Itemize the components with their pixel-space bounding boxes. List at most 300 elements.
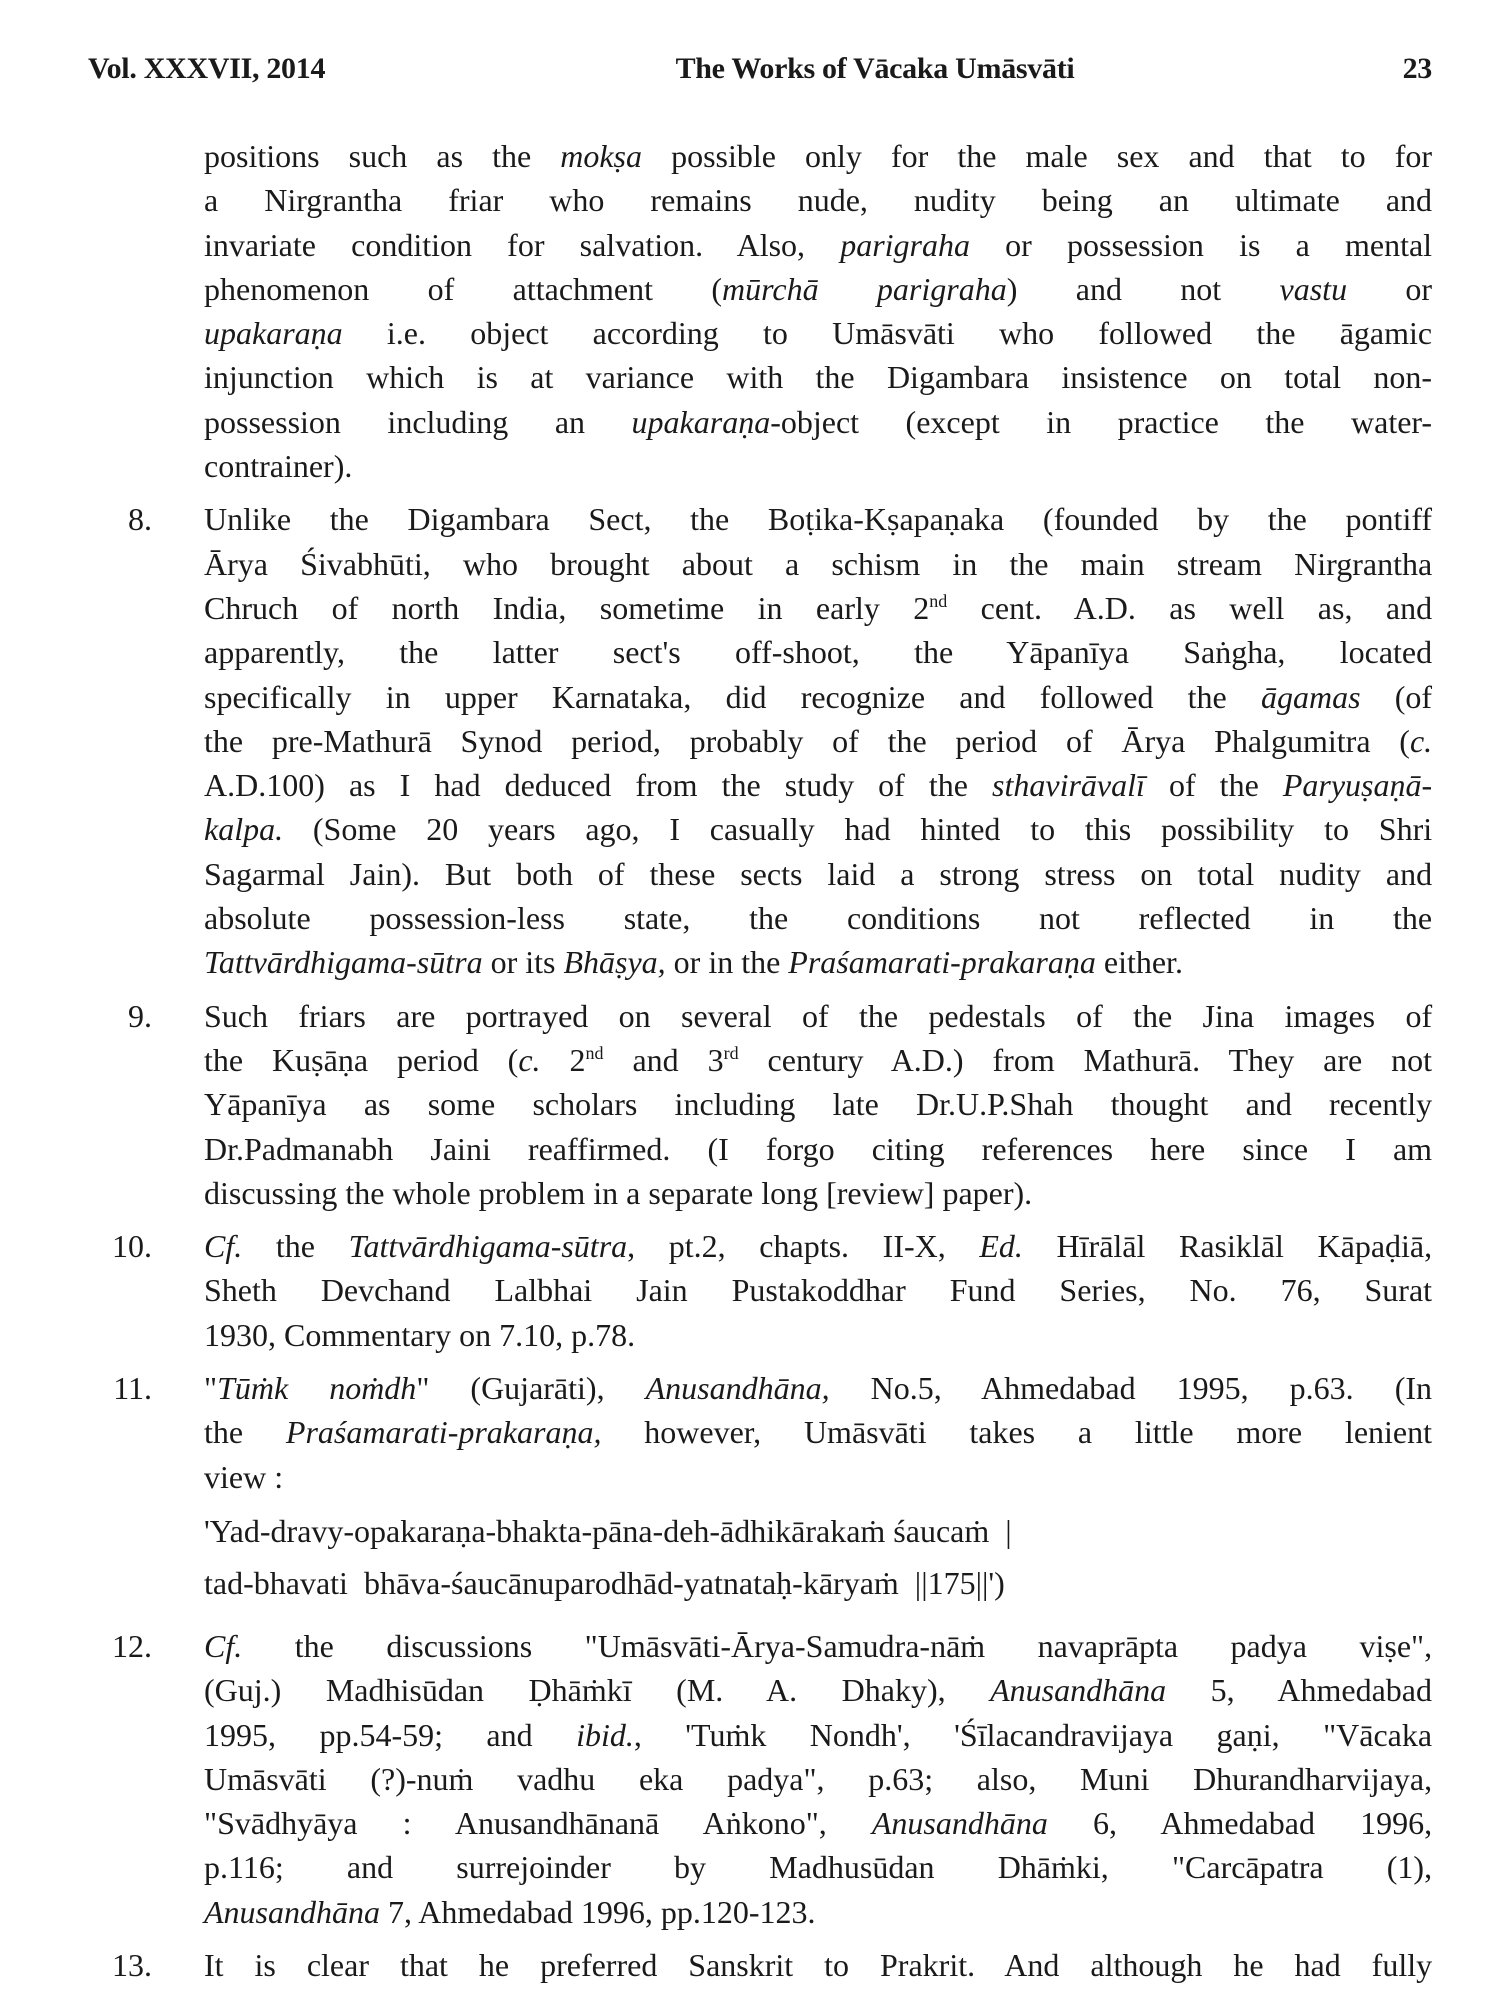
text-run: nudity xyxy=(1279,855,1361,892)
text-run: who xyxy=(999,315,1055,352)
text-run: Ahmedabad xyxy=(981,1370,1136,1407)
text-run: (I xyxy=(707,1130,729,1167)
italic-term: Anusandhāna xyxy=(204,1893,380,1930)
text-run: the xyxy=(204,1041,244,1078)
text-run: the xyxy=(1187,678,1227,715)
text-run: 7, xyxy=(388,1893,412,1930)
text-run: the xyxy=(858,997,899,1034)
text-run: laid xyxy=(827,855,876,892)
text-run: No. xyxy=(1189,1272,1237,1309)
italic-term: c. xyxy=(518,1041,541,1078)
text-run: Ārya xyxy=(204,545,268,582)
text-run: a xyxy=(204,182,219,219)
text-run: padya xyxy=(1230,1627,1307,1664)
italic-term: mūrchā parigraha xyxy=(722,270,1007,307)
text-run: (Some xyxy=(312,811,397,848)
text-line xyxy=(204,542,1432,586)
text-run: A. xyxy=(766,1672,798,1709)
text-run: apparently, xyxy=(204,634,345,671)
text-run: although xyxy=(1090,1946,1203,1983)
text-run: fully xyxy=(1371,1946,1433,1983)
text-run: pp.54-59; xyxy=(319,1716,443,1753)
text-line xyxy=(204,223,1432,267)
text-run: Mathurā. xyxy=(1083,1041,1201,1078)
text-run: period xyxy=(396,1041,479,1078)
text-run: scholars xyxy=(532,1086,638,1123)
text-run: north xyxy=(391,589,460,626)
running-header-title: The Works of Vācaka Umāsvāti xyxy=(675,52,1075,85)
text-run: of xyxy=(427,270,455,307)
text-run: upper xyxy=(444,678,518,715)
text-run: non- xyxy=(1373,359,1433,396)
text-run: period, xyxy=(571,722,661,759)
text-run: of xyxy=(1168,767,1196,804)
text-line xyxy=(204,1127,1432,1171)
text-run: the xyxy=(1219,767,1259,804)
text-run: not xyxy=(1180,270,1222,307)
text-run: pontiff xyxy=(1345,501,1433,538)
text-run: Karnataka, xyxy=(551,678,692,715)
text-run: on xyxy=(618,997,651,1034)
text-run: Anusandhānanā xyxy=(454,1805,660,1842)
text-run: practice xyxy=(1117,403,1219,440)
text-run: had xyxy=(434,767,481,804)
text-run: Kāpaḍiā, xyxy=(1317,1228,1433,1265)
text-run: Madhusūdan xyxy=(769,1849,935,1886)
text-run: to xyxy=(1340,138,1366,174)
text-line xyxy=(204,1801,1432,1845)
italic-term: Praśamarati-prakaraṇa xyxy=(788,944,1096,981)
ordinal-suffix: nd xyxy=(929,590,948,611)
text-run: 20 xyxy=(426,811,459,848)
text-run: however, xyxy=(644,1414,762,1451)
text-run: : xyxy=(274,1458,284,1495)
text-line xyxy=(204,1668,1432,1712)
endnote-text xyxy=(204,134,1432,488)
text-run: navaprāpta xyxy=(1037,1627,1179,1664)
text-run: p.63. xyxy=(1289,1370,1354,1407)
italic-term: upakaraṇa xyxy=(204,315,343,352)
text-run: recently xyxy=(1329,1086,1433,1123)
text-run: and xyxy=(959,678,1006,715)
text-run: he xyxy=(1233,1946,1264,1983)
text-run: "Svādhyāya xyxy=(204,1805,358,1842)
text-run: Dr.Padmanabh xyxy=(204,1130,394,1167)
italic-term: Cf. xyxy=(204,1228,243,1265)
text-run: 1930, xyxy=(204,1316,276,1353)
text-run: invariate xyxy=(204,226,316,263)
text-run: Yāpanīya xyxy=(1006,634,1129,671)
text-run: Śivabhūti, xyxy=(300,545,431,582)
text-run: Dhurandharvijaya, xyxy=(1193,1760,1433,1797)
text-run: according xyxy=(592,315,719,352)
endnote-text xyxy=(204,1224,1432,1357)
text-run: including xyxy=(674,1086,796,1123)
text-run: attachment xyxy=(512,270,654,307)
text-run: state, xyxy=(623,900,691,937)
text-run: and xyxy=(1385,855,1433,892)
text-run: object xyxy=(470,315,549,352)
text-run: Ārya xyxy=(1121,722,1186,759)
text-run: 1996, xyxy=(1360,1805,1433,1842)
text-run: this xyxy=(1084,811,1132,848)
text-run: as xyxy=(436,138,464,174)
text-run: p.78. xyxy=(571,1316,636,1353)
sanskrit-verse xyxy=(204,1505,1432,1609)
text-run: including xyxy=(387,403,509,440)
text-run: Jain xyxy=(636,1272,688,1309)
text-run: study xyxy=(784,767,855,804)
italic-term: upakaraṇa xyxy=(631,403,771,440)
text-run: Digambara xyxy=(886,359,1030,396)
text-run: century xyxy=(767,1041,864,1078)
text-run: references xyxy=(981,1130,1114,1167)
text-run: the xyxy=(1133,997,1173,1034)
text-run: about xyxy=(681,545,753,582)
text-run: for xyxy=(1394,138,1433,174)
text-run: in xyxy=(593,1174,619,1211)
text-run: is xyxy=(1239,226,1261,263)
text-line xyxy=(204,1171,1432,1215)
text-run: stress xyxy=(1044,855,1116,892)
text-run: sect's xyxy=(612,634,681,671)
text-run: sex xyxy=(1116,138,1160,174)
text-run: the xyxy=(492,138,532,174)
italic-term: vastu xyxy=(1279,270,1348,307)
text-run: 5, xyxy=(1210,1672,1235,1709)
text-run: Saṅgha, xyxy=(1183,634,1286,671)
text-run: the xyxy=(721,767,761,804)
text-run: pt.2, xyxy=(668,1228,726,1265)
text-run: phenomenon xyxy=(204,270,370,307)
text-run: in xyxy=(1046,403,1072,440)
text-run: separate xyxy=(648,1174,754,1211)
text-run: pre-Mathurā xyxy=(271,722,432,759)
text-run: in xyxy=(1309,900,1335,937)
text-run: period xyxy=(955,722,1038,759)
text-run: some xyxy=(427,1086,496,1123)
text-line xyxy=(204,1082,1432,1126)
text-run: off-shoot, xyxy=(735,634,860,671)
text-run: [review] xyxy=(826,1174,935,1211)
text-line xyxy=(204,852,1432,896)
text-run: problem xyxy=(478,1174,586,1211)
text-run: (except xyxy=(905,403,1000,440)
text-run: a xyxy=(1295,226,1310,263)
text-run: Commentary xyxy=(284,1316,452,1353)
text-run: of xyxy=(1065,722,1093,759)
text-run: am xyxy=(1392,1130,1433,1167)
text-run: Dhaky), xyxy=(841,1672,946,1709)
text-run: āgamic xyxy=(1339,315,1433,352)
text-run: I xyxy=(669,811,680,848)
text-run: of xyxy=(832,722,859,759)
text-run: to xyxy=(1030,811,1056,848)
text-run: the xyxy=(204,722,244,759)
text-run: sects xyxy=(740,855,803,892)
text-line xyxy=(204,311,1432,355)
text-line xyxy=(204,940,1432,984)
text-run: a xyxy=(1077,1414,1093,1451)
text-run: probably xyxy=(689,722,804,759)
text-run: brought xyxy=(550,545,650,582)
ordinal-suffix: nd xyxy=(585,1042,604,1063)
italic-term: ibid. xyxy=(576,1716,634,1753)
text-run: for xyxy=(507,226,545,263)
text-run: Sanskrit xyxy=(688,1946,794,1983)
text-run: 6, xyxy=(1093,1805,1117,1842)
ordinal-suffix: rd xyxy=(723,1042,739,1063)
text-run: of xyxy=(878,767,905,804)
text-run: or xyxy=(1005,226,1032,263)
text-run: possession xyxy=(1067,226,1204,263)
text-run: Sect, xyxy=(588,501,652,538)
endnote-text xyxy=(204,1943,1432,1987)
text-run: in xyxy=(952,545,978,582)
text-run: being xyxy=(1041,182,1113,219)
text-run: Also, xyxy=(736,226,806,263)
text-line xyxy=(204,1366,1432,1410)
text-run: sometime xyxy=(599,589,725,626)
text-run: the xyxy=(345,1174,385,1211)
text-run: Ahmedabad xyxy=(418,1893,573,1930)
endnote xyxy=(0,1624,1500,1934)
text-run: cent. xyxy=(980,589,1042,626)
text-run: Such xyxy=(204,997,268,1034)
text-run: its xyxy=(525,944,556,981)
text-line xyxy=(204,1890,1432,1934)
text-run: Prakrit. xyxy=(880,1946,976,1983)
text-run: several xyxy=(680,997,772,1034)
text-run: to xyxy=(1324,811,1349,848)
text-run: had xyxy=(1294,1946,1341,1983)
text-run: friar xyxy=(448,182,504,219)
text-run: followed xyxy=(1098,315,1213,352)
text-run: But xyxy=(444,855,492,892)
text-line xyxy=(204,807,1432,851)
text-run: 'Tuṁk xyxy=(685,1716,767,1753)
text-run: well xyxy=(1229,589,1285,626)
text-run: takes xyxy=(969,1414,1036,1451)
text-run: of xyxy=(331,589,359,626)
text-run: (1), xyxy=(1386,1849,1433,1886)
text-run: on xyxy=(459,1316,492,1353)
text-run: ultimate xyxy=(1234,182,1340,219)
text-run: Yāpanīya xyxy=(204,1086,327,1123)
text-run: Jain). xyxy=(349,855,420,892)
text-run: Hīrālāl xyxy=(1056,1228,1146,1265)
text-run: ago, xyxy=(585,811,640,848)
text-run: is xyxy=(254,1946,276,1983)
text-run: more xyxy=(1236,1414,1303,1451)
italic-term: Tattvārdhigama-sūtra xyxy=(348,1228,628,1265)
text-run: and xyxy=(1075,270,1122,307)
text-run: he xyxy=(478,1946,510,1983)
text-run: 'Śīlacandravijaya xyxy=(954,1716,1174,1753)
endnote-number: 9. xyxy=(128,997,152,1034)
text-run: of xyxy=(1076,997,1103,1034)
endnote-text xyxy=(204,1366,1432,1615)
text-run: positions xyxy=(204,138,320,174)
text-run: Digambara xyxy=(407,501,550,538)
text-line xyxy=(204,444,1432,488)
endnote xyxy=(0,1224,1500,1357)
text-line xyxy=(204,1713,1432,1757)
text-run: Pustakoddhar xyxy=(731,1272,906,1309)
text-run: A.D.100) xyxy=(204,767,325,804)
text-line xyxy=(204,1410,1432,1454)
text-run: that xyxy=(399,1946,448,1983)
text-line xyxy=(204,1313,1432,1357)
text-run: contrainer). xyxy=(204,448,353,485)
text-run: located xyxy=(1339,634,1433,671)
text-run: images xyxy=(1284,997,1376,1034)
text-run: and xyxy=(346,1849,394,1886)
text-run: possibility xyxy=(1160,811,1295,848)
text-run: Ḍhāṁkī xyxy=(528,1672,632,1709)
text-run: No.5, xyxy=(870,1370,942,1407)
text-run: Umāsvāti xyxy=(832,315,955,352)
text-run: an xyxy=(554,403,586,440)
text-run: Shri xyxy=(1378,811,1433,848)
text-line xyxy=(204,1268,1432,1312)
text-run: Jaini xyxy=(430,1130,491,1167)
text-run: discussions xyxy=(386,1627,533,1664)
text-run: absolute xyxy=(204,900,311,937)
text-run: p.116; xyxy=(204,1849,284,1886)
text-run: I xyxy=(399,767,411,804)
endnote xyxy=(0,1366,1500,1615)
text-run: nude, xyxy=(797,182,868,219)
text-run: did xyxy=(725,678,767,715)
text-run: stream xyxy=(1176,545,1262,582)
text-run: condition xyxy=(351,226,472,263)
text-run: " xyxy=(204,1370,218,1407)
text-run: on xyxy=(1219,359,1252,396)
text-line xyxy=(204,896,1432,940)
endnote-number: 10. xyxy=(112,1228,152,1265)
text-run: a xyxy=(626,1174,641,1211)
text-run: as, xyxy=(1317,589,1353,626)
text-run: reaffirmed. xyxy=(527,1130,671,1167)
text-run: A.D. xyxy=(1073,589,1136,626)
text-run: a xyxy=(900,855,915,892)
text-run: and xyxy=(486,1716,533,1753)
text-run: the xyxy=(1256,315,1296,352)
text-run: Rasiklāl xyxy=(1179,1228,1284,1265)
text-run: Synod xyxy=(460,722,543,759)
text-run: the xyxy=(275,1228,315,1265)
text-run: and xyxy=(1385,182,1433,219)
text-run: the xyxy=(815,359,855,396)
text-run: mental xyxy=(1344,226,1433,263)
text-run: that xyxy=(1263,138,1312,174)
text-run: early xyxy=(815,589,880,626)
text-run: "Vācaka xyxy=(1323,1716,1433,1753)
text-run: the xyxy=(1392,900,1433,937)
text-run: water- xyxy=(1351,403,1433,440)
text-run: for xyxy=(890,138,929,174)
text-run: followed xyxy=(1039,678,1154,715)
text-line xyxy=(204,719,1432,763)
text-run: the xyxy=(749,900,789,937)
text-line xyxy=(204,497,1432,541)
text-run: preferred xyxy=(540,1946,658,1983)
text-run: the xyxy=(690,501,730,538)
text-line xyxy=(204,1845,1432,1889)
text-run: to xyxy=(763,315,788,352)
text-run: Phalgumitra xyxy=(1214,722,1371,759)
text-run: both xyxy=(516,855,573,892)
text-run: Devchand xyxy=(320,1272,451,1309)
text-run: and xyxy=(1245,1086,1292,1123)
text-run: and xyxy=(632,1041,679,1078)
italic-term: Bhāṣya, xyxy=(563,944,666,981)
text-run: the xyxy=(204,1414,244,1451)
text-run: And xyxy=(1004,1946,1060,1983)
text-run: p.63; xyxy=(868,1760,934,1797)
text-run: Jina xyxy=(1202,997,1255,1034)
endnote-number xyxy=(0,134,152,488)
text-run: 7.10, xyxy=(499,1316,564,1353)
text-run: not xyxy=(1391,1041,1433,1078)
endnote-number: 13. xyxy=(112,1946,152,1983)
text-line xyxy=(204,1455,1432,1499)
italic-term: Tattvārdhigama-sūtra xyxy=(204,944,483,981)
text-run: Nondh', xyxy=(809,1716,911,1753)
text-run: padya", xyxy=(727,1760,825,1797)
text-run: (Guj.) xyxy=(204,1672,282,1709)
text-run: is xyxy=(476,359,498,396)
text-run: citing xyxy=(871,1130,945,1167)
text-run: Ahmedabad xyxy=(1160,1805,1315,1842)
verse-line: 'Yad-dravy-opakaraṇa-bhakta-pāna-deh-ādhikārakaṁ śaucaṁ | xyxy=(204,1512,1012,1549)
text-run: Chruch xyxy=(204,589,299,626)
text-run: Ahmedabad xyxy=(1277,1672,1432,1709)
text-run: with xyxy=(726,359,784,396)
text-run: of xyxy=(597,855,625,892)
text-run: view xyxy=(204,1458,267,1495)
text-run: 1995, xyxy=(1176,1370,1249,1407)
text-run: Muni xyxy=(1080,1760,1150,1797)
text-line xyxy=(204,1757,1432,1801)
italic-term: sthavirāvalī xyxy=(992,767,1145,804)
text-run: not xyxy=(1039,900,1080,937)
text-run: Surat xyxy=(1364,1272,1433,1309)
endnote xyxy=(0,497,1500,984)
endnote-number: 11. xyxy=(113,1370,152,1407)
text-run: from xyxy=(635,767,698,804)
text-run: remains xyxy=(650,182,752,219)
text-run: to xyxy=(824,1946,850,1983)
endnote-text xyxy=(204,497,1432,984)
text-run: eka xyxy=(638,1760,684,1797)
text-run: from xyxy=(992,1041,1055,1078)
text-run: -object xyxy=(770,403,860,440)
text-run: late xyxy=(832,1086,879,1123)
endnote xyxy=(0,134,1500,488)
text-run: Umāsvāti xyxy=(803,1414,927,1451)
text-run: whole xyxy=(392,1174,471,1211)
text-run: (In xyxy=(1394,1370,1433,1407)
text-run: possession-less xyxy=(369,900,565,937)
italic-term: c. xyxy=(1409,722,1433,759)
text-run: the xyxy=(1267,501,1307,538)
text-line xyxy=(204,1624,1432,1668)
text-run: of xyxy=(801,997,829,1034)
text-run: as xyxy=(363,1086,391,1123)
text-run: salvation. xyxy=(579,226,704,263)
